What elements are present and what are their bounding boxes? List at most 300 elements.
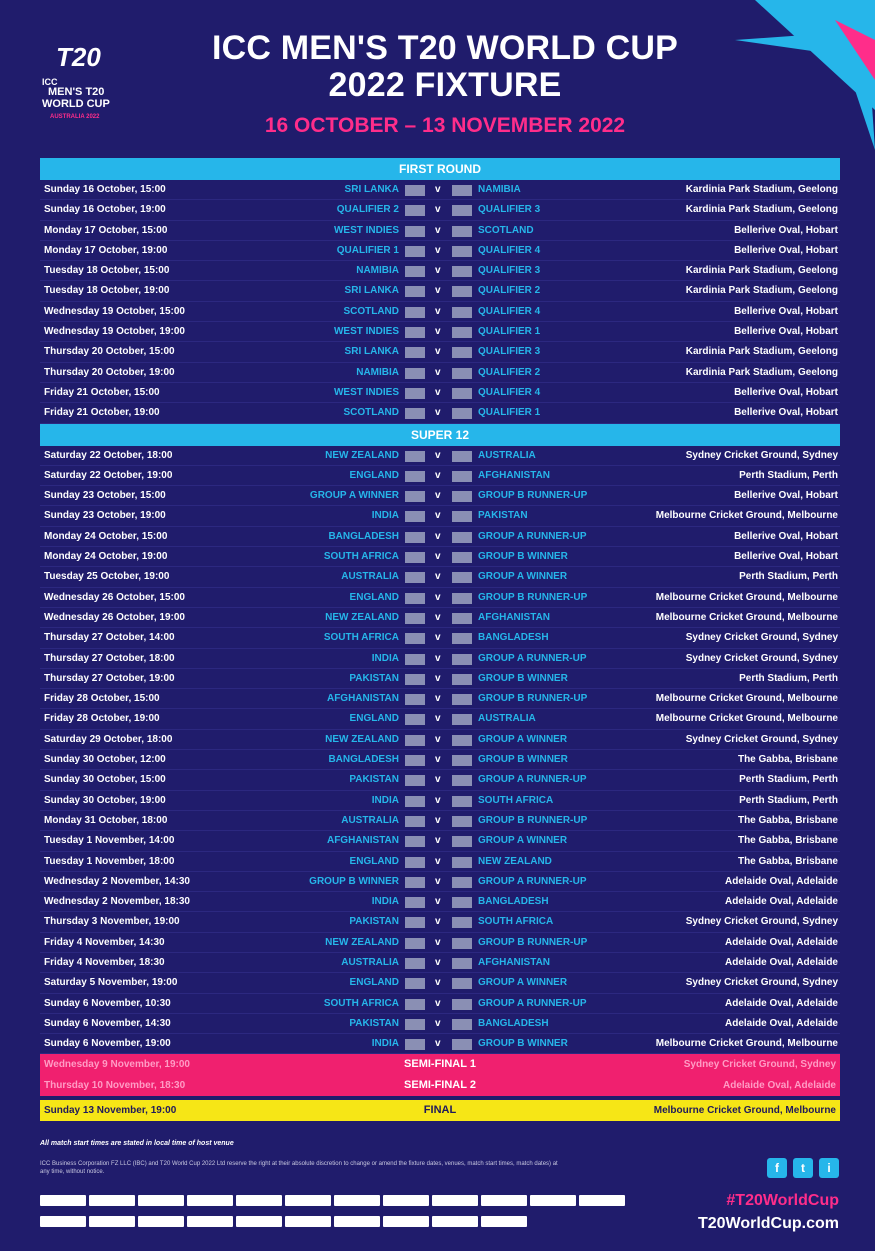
flag-icon <box>452 572 472 583</box>
team-b: AFGHANISTAN <box>478 469 551 481</box>
super12-list <box>40 446 840 1055</box>
flag-icon <box>452 857 472 868</box>
match-date: Tuesday 25 October, 19:00 <box>44 571 170 583</box>
fixture-row <box>40 486 840 506</box>
versus-label: v <box>435 855 441 867</box>
versus-label: v <box>435 693 441 705</box>
team-b: GROUP B WINNER <box>478 1038 568 1050</box>
versus-label: v <box>435 733 441 745</box>
team-a: ENGLAND <box>349 977 399 989</box>
flag-icon <box>405 408 425 419</box>
flag-icon <box>452 327 472 338</box>
team-a: AFGHANISTAN <box>326 835 399 847</box>
flag-icon <box>405 877 425 888</box>
flag-icon <box>405 897 425 908</box>
team-b: GROUP A WINNER <box>478 835 568 847</box>
team-b: GROUP B RUNNER-UP <box>478 693 588 705</box>
flag-icon <box>405 471 425 482</box>
versus-label: v <box>435 346 441 358</box>
tournament-dates: 16 OCTOBER – 13 NOVEMBER 2022 <box>264 114 626 137</box>
fixture-row <box>40 527 840 547</box>
versus-label: v <box>435 835 441 847</box>
flag-icon <box>452 205 472 216</box>
match-date: Thursday 3 November, 19:00 <box>44 916 180 928</box>
flag-icon <box>452 714 472 725</box>
fixture-row <box>40 281 840 301</box>
flag-icon <box>452 613 472 624</box>
versus-label: v <box>435 997 441 1009</box>
versus-label: v <box>435 875 441 887</box>
versus-label: v <box>435 224 441 236</box>
team-a: SOUTH AFRICA <box>323 997 399 1009</box>
logo-line2: WORLD CUP <box>42 98 110 110</box>
team-a: NEW ZEALAND <box>325 733 399 745</box>
team-b: GROUP B WINNER <box>478 672 568 684</box>
venue: Bellerive Oval, Hobart <box>734 224 838 236</box>
match-date: Tuesday 1 November, 18:00 <box>44 855 175 867</box>
facebook-icon[interactable]: f <box>767 1158 787 1178</box>
venue: Kardinia Park Stadium, Geelong <box>685 346 838 358</box>
venue: Bellerive Oval, Hobart <box>734 244 838 256</box>
fixture-row <box>40 342 840 362</box>
team-a: INDIA <box>371 794 399 806</box>
sponsor-logo <box>236 1195 282 1206</box>
match-date: Sunday 6 November, 10:30 <box>44 997 171 1009</box>
flag-icon <box>452 775 472 786</box>
team-a: NEW ZEALAND <box>325 936 399 948</box>
flag-icon <box>452 388 472 399</box>
flag-icon <box>452 917 472 928</box>
fixture-row <box>40 322 840 342</box>
fixture-row <box>40 689 840 709</box>
team-b: QUALIFIER 2 <box>478 366 541 378</box>
team-a: INDIA <box>371 652 399 664</box>
venue: Kardinia Park Stadium, Geelong <box>685 265 838 277</box>
venue: Sydney Cricket Ground, Sydney <box>685 977 838 989</box>
flag-icon <box>452 451 472 462</box>
match-date: Tuesday 1 November, 14:00 <box>44 835 175 847</box>
flag-icon <box>452 266 472 277</box>
flag-icon <box>452 593 472 604</box>
fixture-row <box>40 912 840 932</box>
match-date: Monday 24 October, 19:00 <box>44 551 168 563</box>
sponsor-logo <box>285 1195 331 1206</box>
time-note: All match start times are stated in local time of host venue <box>40 1140 234 1147</box>
match-date: Thursday 27 October, 14:00 <box>44 632 175 644</box>
venue: Adelaide Oval, Adelaide <box>724 956 838 968</box>
match-date: Saturday 5 November, 19:00 <box>44 977 178 989</box>
venue: Bellerive Oval, Hobart <box>734 407 838 419</box>
fixture-table <box>40 158 840 1121</box>
team-b: GROUP B WINNER <box>478 754 568 766</box>
venue: Bellerive Oval, Hobart <box>734 530 838 542</box>
venue: Perth Stadium, Perth <box>739 794 838 806</box>
sponsor-logo <box>383 1216 429 1227</box>
sponsor-logo <box>89 1216 135 1227</box>
fixture-row <box>40 466 840 486</box>
flag-icon <box>405 205 425 216</box>
match-date: Friday 4 November, 14:30 <box>44 936 165 948</box>
team-b: AUSTRALIA <box>478 713 536 725</box>
match-date: Saturday 22 October, 18:00 <box>44 449 173 461</box>
flag-icon <box>405 714 425 725</box>
versus-label: v <box>435 956 441 968</box>
team-b: GROUP B RUNNER-UP <box>478 814 588 826</box>
match-date: Friday 21 October, 15:00 <box>44 386 160 398</box>
versus-label: v <box>435 366 441 378</box>
team-b: PAKISTAN <box>478 510 528 522</box>
semi-final-row <box>40 1075 840 1096</box>
flag-icon <box>405 775 425 786</box>
venue: Melbourne Cricket Ground, Melbourne <box>655 611 838 623</box>
team-a: NEW ZEALAND <box>325 449 399 461</box>
sponsor-logo <box>481 1195 527 1206</box>
fixture-row <box>40 446 840 466</box>
team-b: QUALIFIER 4 <box>478 305 541 317</box>
fixture-row <box>40 506 840 526</box>
social-links <box>761 1158 839 1178</box>
team-b: QUALIFIER 4 <box>478 244 541 256</box>
match-date: Wednesday 19 October, 15:00 <box>44 305 185 317</box>
fixture-row <box>40 994 840 1014</box>
venue: Bellerive Oval, Hobart <box>734 386 838 398</box>
fixture-row <box>40 403 840 423</box>
versus-label: v <box>435 285 441 297</box>
flag-icon <box>405 368 425 379</box>
versus-label: v <box>435 551 441 563</box>
fixture-row <box>40 730 840 750</box>
team-b: QUALIFIER 2 <box>478 285 541 297</box>
flag-icon <box>452 1039 472 1050</box>
match-date: Wednesday 26 October, 19:00 <box>44 611 185 623</box>
flag-icon <box>452 471 472 482</box>
logo-line3: AUSTRALIA 2022 <box>50 114 100 120</box>
match-date: Wednesday 9 November, 19:00 <box>44 1059 190 1071</box>
flag-icon <box>405 796 425 807</box>
match-date: Monday 24 October, 15:00 <box>44 530 168 542</box>
team-a: GROUP A WINNER <box>309 490 399 502</box>
team-b: AFGHANISTAN <box>478 956 551 968</box>
team-b: GROUP A WINNER <box>478 977 568 989</box>
flag-icon <box>405 633 425 644</box>
knockout-list <box>40 1054 840 1121</box>
logo-icc: ICC <box>42 77 58 87</box>
team-a: AFGHANISTAN <box>326 693 399 705</box>
venue: Adelaide Oval, Adelaide <box>724 896 838 908</box>
versus-label: v <box>435 469 441 481</box>
team-b: GROUP A RUNNER-UP <box>478 875 587 887</box>
fixture-row <box>40 892 840 912</box>
team-a: NAMIBIA <box>356 265 399 277</box>
match-date: Thursday 20 October, 15:00 <box>44 346 175 358</box>
team-a: QUALIFIER 1 <box>336 244 399 256</box>
versus-label: v <box>435 265 441 277</box>
flag-icon <box>405 613 425 624</box>
flag-icon <box>452 347 472 358</box>
venue: Melbourne Cricket Ground, Melbourne <box>655 713 838 725</box>
versus-label: v <box>435 1038 441 1050</box>
team-a: SCOTLAND <box>343 305 399 317</box>
flag-icon <box>452 1019 472 1030</box>
twitter-icon[interactable]: t <box>793 1158 813 1178</box>
team-b: BANGLADESH <box>478 1017 549 1029</box>
flag-icon <box>405 572 425 583</box>
venue: Bellerive Oval, Hobart <box>734 490 838 502</box>
team-a: NAMIBIA <box>356 366 399 378</box>
match-date: Sunday 30 October, 12:00 <box>44 754 166 766</box>
fixture-row <box>40 669 840 689</box>
team-b: QUALIFIER 3 <box>478 265 541 277</box>
team-b: GROUP B WINNER <box>478 551 568 563</box>
sponsor-logo <box>481 1216 527 1227</box>
flag-icon <box>405 185 425 196</box>
team-b: GROUP A RUNNER-UP <box>478 652 587 664</box>
versus-label: v <box>435 794 441 806</box>
flag-icon <box>405 654 425 665</box>
versus-label: v <box>435 204 441 216</box>
versus-label: v <box>435 774 441 786</box>
team-a: SRI LANKA <box>344 184 399 195</box>
fixture-row <box>40 709 840 729</box>
team-b: GROUP A WINNER <box>478 571 568 583</box>
team-a: AUSTRALIA <box>341 814 399 826</box>
flag-icon <box>405 999 425 1010</box>
fixture-row <box>40 831 840 851</box>
flag-icon <box>405 857 425 868</box>
fixture-row <box>40 933 840 953</box>
team-a: PAKISTAN <box>349 916 399 928</box>
flag-icon <box>405 511 425 522</box>
sponsor-logo <box>383 1195 429 1206</box>
fixture-row <box>40 567 840 587</box>
team-b: QUALIFIER 1 <box>478 326 541 338</box>
fixture-row <box>40 973 840 993</box>
sponsor-logo <box>187 1195 233 1206</box>
team-a: ENGLAND <box>349 591 399 603</box>
flag-icon <box>452 491 472 502</box>
fixture-row <box>40 547 840 567</box>
venue: Bellerive Oval, Hobart <box>734 551 838 563</box>
versus-label: v <box>435 326 441 338</box>
flag-icon <box>405 735 425 746</box>
venue: Kardinia Park Stadium, Geelong <box>685 204 838 216</box>
venue: Adelaide Oval, Adelaide <box>724 875 838 887</box>
sponsor-logo <box>89 1195 135 1206</box>
sponsor-strip <box>40 1195 660 1237</box>
versus-label: v <box>435 754 441 766</box>
super12-header: SUPER 12 <box>40 424 840 446</box>
match-date: Sunday 6 November, 19:00 <box>44 1038 171 1050</box>
venue: Kardinia Park Stadium, Geelong <box>685 285 838 297</box>
flag-icon <box>405 491 425 502</box>
hashtag: #T20WorldCup <box>726 1192 839 1209</box>
team-b: BANGLADESH <box>478 632 549 644</box>
flag-icon <box>405 451 425 462</box>
flag-icon <box>405 816 425 827</box>
fixture-row <box>40 200 840 220</box>
flag-icon <box>405 347 425 358</box>
team-a: INDIA <box>371 510 399 522</box>
flag-icon <box>405 327 425 338</box>
flag-icon <box>405 958 425 969</box>
fixture-row <box>40 363 840 383</box>
flag-icon <box>405 388 425 399</box>
flag-icon <box>452 938 472 949</box>
venue: Sydney Cricket Ground, Sydney <box>685 632 838 644</box>
flag-icon <box>405 266 425 277</box>
sponsor-logo <box>334 1195 380 1206</box>
versus-label: v <box>435 672 441 684</box>
team-a: ENGLAND <box>349 469 399 481</box>
team-b: GROUP B RUNNER-UP <box>478 936 588 948</box>
venue: Sydney Cricket Ground, Sydney <box>685 652 838 664</box>
team-a: PAKISTAN <box>349 1017 399 1029</box>
match-date: Wednesday 26 October, 15:00 <box>44 591 185 603</box>
match-date: Friday 28 October, 19:00 <box>44 713 160 725</box>
flag-icon <box>405 226 425 237</box>
flag-icon <box>405 938 425 949</box>
venue: Kardinia Park Stadium, Geelong <box>685 184 838 195</box>
versus-label: v <box>435 305 441 317</box>
fixture-row <box>40 953 840 973</box>
venue: Melbourne Cricket Ground, Melbourne <box>655 591 838 603</box>
match-date: Thursday 27 October, 19:00 <box>44 672 175 684</box>
flag-icon <box>452 877 472 888</box>
flag-icon <box>405 286 425 297</box>
venue: Sydney Cricket Ground, Sydney <box>683 1059 836 1071</box>
versus-label: v <box>435 449 441 461</box>
match-date: Wednesday 2 November, 18:30 <box>44 896 190 908</box>
venue: Sydney Cricket Ground, Sydney <box>685 449 838 461</box>
flag-icon <box>405 755 425 766</box>
match-date: Sunday 23 October, 19:00 <box>44 510 166 522</box>
team-a: AUSTRALIA <box>341 571 399 583</box>
flag-icon <box>452 958 472 969</box>
team-a: BANGLADESH <box>328 754 399 766</box>
disclaimer: ICC Business Corporation FZ LLC (IBC) and T20 World Cup 2022 Ltd reserve the right at their absolute discretion to change or amend the fixture dates, venues, match start times, match dates) at any time, without notice. <box>40 1161 558 1175</box>
team-b: NAMIBIA <box>478 184 521 195</box>
fixture-row <box>40 302 840 322</box>
match-date: Sunday 23 October, 15:00 <box>44 490 166 502</box>
sponsor-logo <box>40 1216 86 1227</box>
flag-icon <box>405 593 425 604</box>
fixture-row <box>40 221 840 241</box>
sponsor-logo <box>40 1195 86 1206</box>
versus-label: v <box>435 510 441 522</box>
flag-icon <box>452 185 472 196</box>
versus-label: v <box>435 936 441 948</box>
fixture-row <box>40 180 840 200</box>
flag-icon <box>452 694 472 705</box>
team-a: GROUP B WINNER <box>309 875 399 887</box>
team-b: SOUTH AFRICA <box>478 794 554 806</box>
team-a: WEST INDIES <box>333 224 399 236</box>
team-b: AFGHANISTAN <box>478 611 551 623</box>
venue: The Gabba, Brisbane <box>737 835 838 847</box>
match-date: Thursday 27 October, 18:00 <box>44 652 175 664</box>
match-date: Monday 31 October, 18:00 <box>44 814 168 826</box>
venue: Adelaide Oval, Adelaide <box>722 1080 836 1092</box>
venue: Adelaide Oval, Adelaide <box>724 997 838 1009</box>
versus-label: v <box>435 571 441 583</box>
flag-icon <box>405 1039 425 1050</box>
venue: Adelaide Oval, Adelaide <box>724 936 838 948</box>
first-round-list <box>40 180 840 424</box>
versus-label: v <box>435 652 441 664</box>
team-b: QUALIFIER 3 <box>478 346 541 358</box>
match-date: Thursday 20 October, 19:00 <box>44 366 175 378</box>
venue: Melbourne Cricket Ground, Melbourne <box>655 693 838 705</box>
venue: Melbourne Cricket Ground, Melbourne <box>655 1038 838 1050</box>
fixture-row <box>40 791 840 811</box>
team-b: QUALIFIER 4 <box>478 386 541 398</box>
team-a: INDIA <box>371 896 399 908</box>
team-a: QUALIFIER 2 <box>336 204 399 216</box>
fixture-row <box>40 241 840 261</box>
venue: Kardinia Park Stadium, Geelong <box>685 366 838 378</box>
match-date: Sunday 16 October, 19:00 <box>44 204 166 216</box>
sponsor-logo <box>138 1195 184 1206</box>
team-a: SRI LANKA <box>344 285 399 297</box>
venue: The Gabba, Brisbane <box>737 855 838 867</box>
match-date: Friday 28 October, 15:00 <box>44 693 160 705</box>
flag-icon <box>405 246 425 257</box>
flag-icon <box>452 552 472 563</box>
flag-icon <box>452 978 472 989</box>
versus-label: v <box>435 713 441 725</box>
sponsor-logo <box>530 1195 576 1206</box>
team-b: QUALIFIER 1 <box>478 407 541 419</box>
match-date: Thursday 10 November, 18:30 <box>44 1080 186 1092</box>
match-date: Wednesday 19 October, 19:00 <box>44 326 185 338</box>
instagram-icon[interactable]: i <box>819 1158 839 1178</box>
versus-label: v <box>435 1017 441 1029</box>
versus-label: v <box>435 386 441 398</box>
flag-icon <box>452 816 472 827</box>
fixture-row <box>40 628 840 648</box>
flag-icon <box>405 836 425 847</box>
match-date: Friday 21 October, 19:00 <box>44 407 160 419</box>
fixture-row <box>40 872 840 892</box>
t20-logo <box>38 36 148 136</box>
fixture-row <box>40 588 840 608</box>
flag-icon <box>452 286 472 297</box>
flag-icon <box>452 836 472 847</box>
versus-label: v <box>435 977 441 989</box>
flag-icon <box>405 978 425 989</box>
website-link[interactable]: T20WorldCup.com <box>697 1215 839 1232</box>
team-a: WEST INDIES <box>333 326 399 338</box>
match-date: Saturday 22 October, 19:00 <box>44 469 173 481</box>
flag-icon <box>405 674 425 685</box>
fixture-row <box>40 649 840 669</box>
venue: The Gabba, Brisbane <box>737 754 838 766</box>
flag-icon <box>452 999 472 1010</box>
team-b: GROUP A WINNER <box>478 733 568 745</box>
logo-t20: T20 <box>56 42 101 72</box>
sponsor-logo <box>285 1216 331 1227</box>
versus-label: v <box>435 244 441 256</box>
team-a: SOUTH AFRICA <box>323 632 399 644</box>
team-b: GROUP A RUNNER-UP <box>478 530 587 542</box>
sponsor-logo <box>579 1195 625 1206</box>
team-a: ENGLAND <box>349 713 399 725</box>
title-line-1: ICC MEN'S T20 WORLD CUP <box>211 29 679 67</box>
versus-label: v <box>435 916 441 928</box>
venue: Perth Stadium, Perth <box>739 469 838 481</box>
team-b: SCOTLAND <box>478 224 534 236</box>
team-b: GROUP B RUNNER-UP <box>478 490 588 502</box>
